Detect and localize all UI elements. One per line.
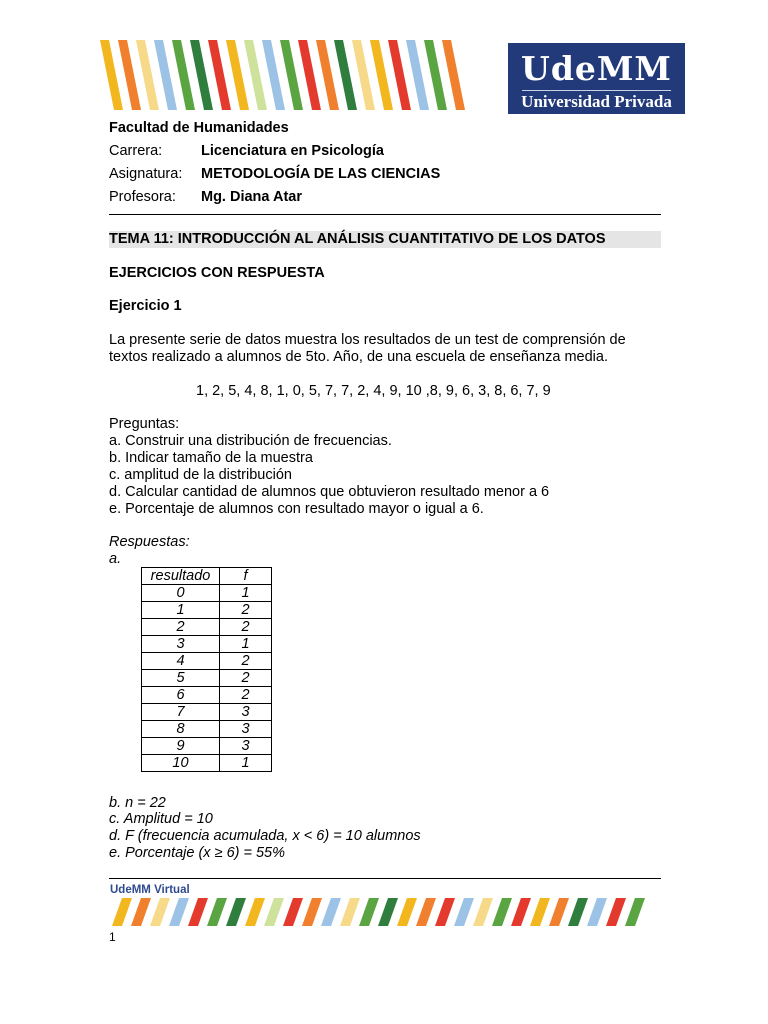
stripe bbox=[370, 40, 393, 110]
professor-label: Profesora: bbox=[109, 189, 176, 205]
stripe bbox=[100, 40, 123, 110]
result-cell: 10 bbox=[142, 755, 220, 772]
answers-title: Respuestas: bbox=[109, 534, 190, 550]
stripe bbox=[190, 40, 213, 110]
stripe bbox=[359, 898, 379, 926]
question-b: b. Indicar tamaño de la muestra bbox=[109, 450, 313, 466]
stripe bbox=[416, 898, 436, 926]
frequency-cell: 1 bbox=[220, 755, 272, 772]
stripe bbox=[352, 40, 375, 110]
footer-divider bbox=[109, 878, 661, 879]
frequency-cell: 2 bbox=[220, 687, 272, 704]
header-divider bbox=[109, 214, 661, 215]
table-row bbox=[142, 738, 272, 755]
answer-c: c. Amplitud = 10 bbox=[109, 811, 213, 827]
result-cell: 3 bbox=[142, 636, 220, 653]
stripe bbox=[549, 898, 569, 926]
frequency-cell: 2 bbox=[220, 602, 272, 619]
table-row bbox=[142, 619, 272, 636]
subject-label: Asignatura: bbox=[109, 166, 183, 182]
stripe bbox=[378, 898, 398, 926]
answer-e: e. Porcentaje (x ≥ 6) = 55% bbox=[109, 845, 286, 861]
result-cell: 7 bbox=[142, 704, 220, 721]
stripe bbox=[442, 40, 465, 110]
stripe bbox=[302, 898, 322, 926]
logo-main-text: UdeMM bbox=[521, 49, 672, 88]
result-cell: 9 bbox=[142, 738, 220, 755]
udemm-logo bbox=[508, 43, 685, 114]
stripe bbox=[262, 40, 285, 110]
stripe bbox=[169, 898, 189, 926]
stripe bbox=[321, 898, 341, 926]
stripe bbox=[208, 40, 231, 110]
answer-b: b. n = 22 bbox=[109, 795, 166, 811]
frequency-cell: 2 bbox=[220, 670, 272, 687]
table-header-cell: resultado bbox=[142, 568, 220, 585]
table-row bbox=[142, 670, 272, 687]
logo-sub-text: Universidad Privada bbox=[521, 92, 672, 111]
result-cell: 1 bbox=[142, 602, 220, 619]
stripe bbox=[172, 40, 195, 110]
result-cell: 8 bbox=[142, 721, 220, 738]
table-row bbox=[142, 653, 272, 670]
table-row bbox=[142, 585, 272, 602]
table-row bbox=[142, 687, 272, 704]
subject-value: METODOLOGÍA DE LAS CIENCIAS bbox=[201, 166, 441, 182]
stripe bbox=[245, 898, 265, 926]
career-label: Carrera: bbox=[109, 143, 163, 159]
frequency-table bbox=[141, 567, 272, 772]
stripe bbox=[568, 898, 588, 926]
table-row bbox=[142, 704, 272, 721]
stripe bbox=[454, 898, 474, 926]
question-c: c. amplitud de la distribución bbox=[109, 467, 292, 483]
intro-line-2: textos realizado a alumnos de 5to. Año, de una escuela de enseñanza media. bbox=[109, 349, 608, 365]
table-header-row bbox=[142, 568, 272, 585]
stripe bbox=[334, 40, 357, 110]
stripe bbox=[424, 40, 447, 110]
footer-stripes-decoration bbox=[108, 898, 648, 928]
stripe bbox=[298, 40, 321, 110]
stripe bbox=[473, 898, 493, 926]
frequency-cell: 1 bbox=[220, 585, 272, 602]
topic-title: TEMA 11: INTRODUCCIÓN AL ANÁLISIS CUANTITATIVO DE LOS DATOS bbox=[109, 231, 606, 247]
stripe bbox=[316, 40, 339, 110]
header-stripes-decoration bbox=[98, 40, 478, 112]
table-row bbox=[142, 636, 272, 653]
stripe bbox=[136, 40, 159, 110]
stripe bbox=[244, 40, 267, 110]
stripe bbox=[207, 898, 227, 926]
stripe bbox=[406, 40, 429, 110]
stripe bbox=[154, 40, 177, 110]
result-cell: 2 bbox=[142, 619, 220, 636]
questions-title: Preguntas: bbox=[109, 416, 180, 432]
stripe bbox=[118, 40, 141, 110]
footer-title: UdeMM Virtual bbox=[110, 884, 190, 896]
frequency-cell: 2 bbox=[220, 619, 272, 636]
data-series: 1, 2, 5, 4, 8, 1, 0, 5, 7, 7, 2, 4, 9, 10 ,8, 9, 6, 3, 8, 6, 7, 9 bbox=[196, 383, 551, 399]
result-cell: 4 bbox=[142, 653, 220, 670]
stripe bbox=[112, 898, 132, 926]
stripe bbox=[188, 898, 208, 926]
stripe bbox=[388, 40, 411, 110]
stripe bbox=[511, 898, 531, 926]
frequency-cell: 2 bbox=[220, 653, 272, 670]
career-value: Licenciatura en Psicología bbox=[201, 143, 384, 159]
question-a: a. Construir una distribución de frecuencias. bbox=[109, 433, 392, 449]
frequency-cell: 1 bbox=[220, 636, 272, 653]
stripe bbox=[226, 898, 246, 926]
question-e: e. Porcentaje de alumnos con resultado mayor o igual a 6. bbox=[109, 501, 484, 517]
stripe bbox=[587, 898, 607, 926]
frequency-cell: 3 bbox=[220, 721, 272, 738]
stripe bbox=[150, 898, 170, 926]
frequency-cell: 3 bbox=[220, 738, 272, 755]
page-number: 1 bbox=[109, 930, 116, 944]
topic-banner bbox=[109, 231, 661, 248]
stripe bbox=[283, 898, 303, 926]
answer-d: d. F (frecuencia acumulada, x < 6) = 10 alumnos bbox=[109, 828, 421, 844]
exercise-title: Ejercicio 1 bbox=[109, 298, 182, 314]
stripe bbox=[397, 898, 417, 926]
answer-a-label: a. bbox=[109, 551, 122, 567]
stripe bbox=[606, 898, 626, 926]
professor-value: Mg. Diana Atar bbox=[201, 189, 302, 205]
intro-line-1: La presente serie de datos muestra los resultados de un test de comprensión de bbox=[109, 332, 626, 348]
table-header-cell: f bbox=[220, 568, 272, 585]
stripe bbox=[264, 898, 284, 926]
stripe bbox=[492, 898, 512, 926]
result-cell: 6 bbox=[142, 687, 220, 704]
section-title: EJERCICIOS CON RESPUESTA bbox=[109, 265, 325, 281]
table-row bbox=[142, 721, 272, 738]
stripe bbox=[280, 40, 303, 110]
stripe bbox=[131, 898, 151, 926]
frequency-cell: 3 bbox=[220, 704, 272, 721]
table-row bbox=[142, 602, 272, 619]
question-d: d. Calcular cantidad de alumnos que obtuvieron resultado menor a 6 bbox=[109, 484, 550, 500]
table-row bbox=[142, 755, 272, 772]
stripe bbox=[625, 898, 645, 926]
stripe bbox=[530, 898, 550, 926]
result-cell: 5 bbox=[142, 670, 220, 687]
logo-divider bbox=[522, 90, 671, 91]
result-cell: 0 bbox=[142, 585, 220, 602]
faculty-name: Facultad de Humanidades bbox=[109, 120, 289, 136]
stripe bbox=[226, 40, 249, 110]
stripe bbox=[435, 898, 455, 926]
stripe bbox=[340, 898, 360, 926]
